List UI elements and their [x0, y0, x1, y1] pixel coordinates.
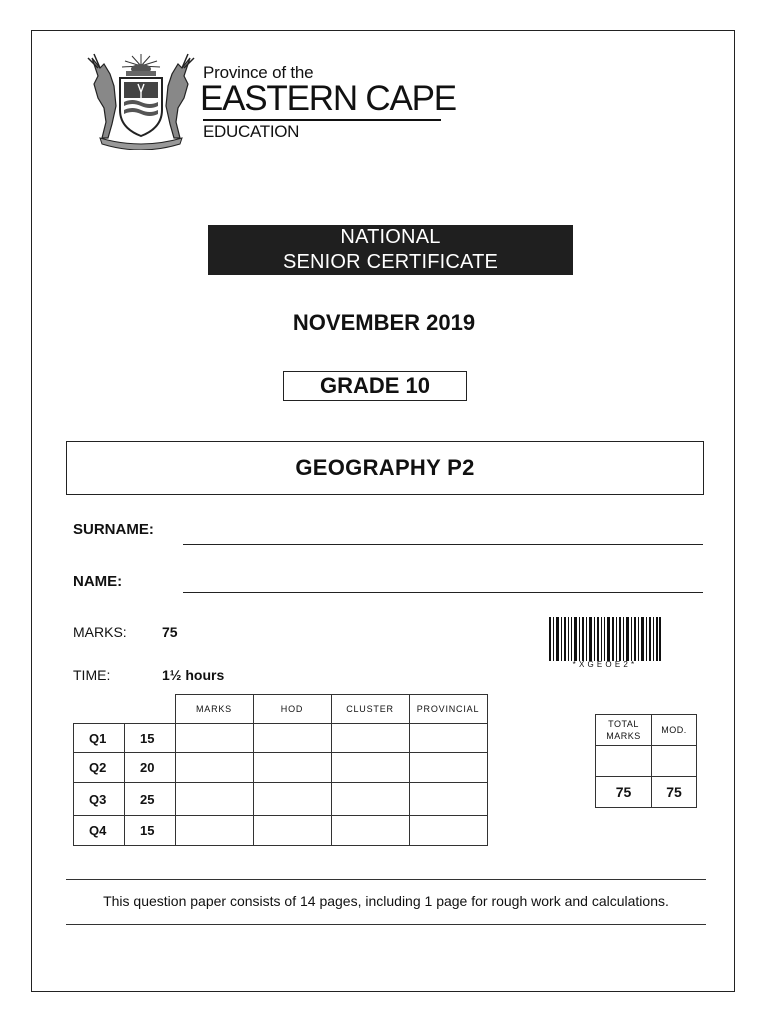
table-row — [74, 753, 488, 783]
total-marks-table — [595, 714, 697, 808]
department-name: EDUCATION — [203, 122, 300, 141]
marks-cell[interactable] — [175, 816, 253, 846]
header-rule — [203, 119, 441, 121]
province-line-1: Province of the — [203, 63, 314, 82]
surname-label: SURNAME: — [73, 521, 154, 538]
certificate-banner — [208, 225, 573, 275]
cluster-cell[interactable] — [331, 816, 409, 846]
barcode — [549, 617, 661, 661]
provincial-cell[interactable] — [409, 783, 487, 816]
subject-box — [66, 441, 704, 495]
question-marks: 15 — [125, 816, 176, 846]
total-marks-header: TOTAL MARKS — [596, 715, 652, 746]
mod-value: 75 — [652, 777, 697, 808]
marks-value: 75 — [162, 624, 178, 640]
certificate-line-1: NATIONAL — [340, 226, 441, 248]
table-row — [74, 816, 488, 846]
marks-table — [73, 694, 488, 846]
question-marks: 20 — [125, 753, 176, 783]
name-field[interactable] — [183, 592, 703, 593]
footer-rule-bottom — [66, 924, 706, 925]
provincial-cell[interactable] — [409, 753, 487, 783]
total-marks-value: 75 — [596, 777, 652, 808]
province-name: EASTERN CAPE — [200, 79, 456, 118]
question-number: Q2 — [74, 753, 125, 783]
marks-table-header: CLUSTER — [331, 695, 409, 724]
surname-field[interactable] — [183, 544, 703, 545]
cluster-cell[interactable] — [331, 724, 409, 753]
subject-title: GEOGRAPHY P2 — [295, 455, 475, 480]
footer-rule-top — [66, 879, 706, 880]
time-label: TIME: — [73, 667, 111, 683]
marks-label: MARKS: — [73, 624, 127, 640]
marks-table-header: MARKS — [175, 695, 253, 724]
page-count-note: This question paper consists of 14 pages, including 1 page for rough work and calculations. — [103, 893, 669, 909]
marks-cell[interactable] — [175, 724, 253, 753]
page-border — [31, 30, 735, 992]
hod-cell[interactable] — [253, 724, 331, 753]
barcode-text: *XGEOE2* — [572, 660, 638, 669]
question-number: Q3 — [74, 783, 125, 816]
mod-header: MOD. — [652, 715, 697, 746]
question-marks: 25 — [125, 783, 176, 816]
marks-table-header: HOD — [253, 695, 331, 724]
marks-cell[interactable] — [175, 753, 253, 783]
cluster-cell[interactable] — [331, 753, 409, 783]
hod-cell[interactable] — [253, 783, 331, 816]
exam-date: NOVEMBER 2019 — [292, 310, 476, 335]
question-marks: 15 — [125, 724, 176, 753]
cluster-cell[interactable] — [331, 783, 409, 816]
question-number: Q1 — [74, 724, 125, 753]
grade-label: GRADE 10 — [319, 373, 431, 398]
table-row — [74, 724, 488, 753]
total-marks-entry-cell[interactable] — [596, 746, 652, 777]
provincial-cell[interactable] — [409, 724, 487, 753]
grade-box — [283, 371, 467, 401]
hod-cell[interactable] — [253, 816, 331, 846]
name-label: NAME: — [73, 573, 123, 590]
provincial-cell[interactable] — [409, 816, 487, 846]
hod-cell[interactable] — [253, 753, 331, 783]
marks-cell[interactable] — [175, 783, 253, 816]
marks-table-header: PROVINCIAL — [409, 695, 487, 724]
time-value: 1½ hours — [162, 667, 225, 683]
question-number: Q4 — [74, 816, 125, 846]
mod-entry-cell[interactable] — [652, 746, 697, 777]
table-row — [74, 783, 488, 816]
certificate-line-2: SENIOR CERTIFICATE — [282, 251, 499, 273]
eastern-cape-coat-of-arms-logo — [80, 52, 202, 150]
